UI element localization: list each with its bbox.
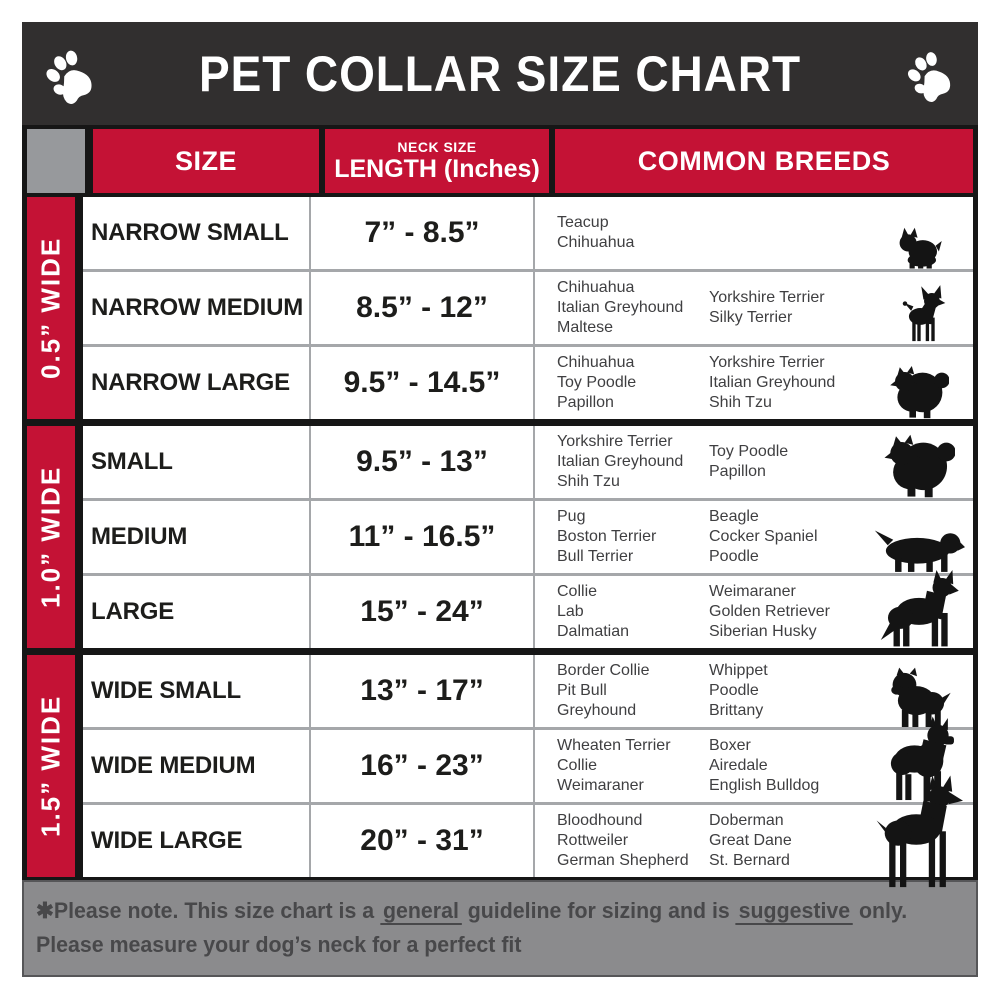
note-text: only.	[858, 898, 908, 923]
breeds-cell	[535, 347, 973, 419]
underlined-word: general	[380, 898, 462, 925]
breed: Wheaten Terrier	[557, 737, 671, 754]
paw-print-icon	[22, 43, 118, 105]
breeds-column-2	[709, 288, 871, 328]
breeds-cell	[535, 576, 973, 648]
breed-icon-slot	[871, 426, 967, 498]
breed: Collie	[557, 583, 598, 600]
neck-length-cell: 13” - 17”	[309, 655, 535, 727]
size-chart-poster	[22, 22, 978, 977]
breed: Teacup	[557, 214, 609, 231]
breed: Silky Terrier	[709, 309, 793, 326]
breed: Pit Bull	[557, 682, 607, 699]
doberman-icon	[873, 775, 963, 893]
breeds-column-1	[557, 661, 709, 721]
breed: Toy Poodle	[709, 443, 789, 460]
table-row	[83, 426, 973, 498]
breeds-column-1	[557, 353, 709, 413]
note-text: ✱Please note. This size chart is a	[36, 898, 375, 923]
breed: Greyhound	[557, 702, 637, 719]
footer-line-1	[36, 894, 948, 928]
width-label: 1.0” WIDE	[35, 465, 66, 609]
neck-length-cell: 15” - 24”	[309, 576, 535, 648]
pomeranian-icon	[889, 361, 949, 419]
breeds-cell	[535, 197, 973, 269]
breed: English Bulldog	[709, 777, 820, 794]
section-half-inch	[27, 197, 973, 419]
table-row	[83, 802, 973, 877]
breeds-column-1	[557, 278, 709, 338]
column-header-neck-length	[325, 129, 549, 193]
breed: Weimaraner	[557, 777, 644, 794]
size-cell: LARGE	[91, 598, 175, 625]
chihuahua-icon	[891, 285, 947, 344]
corner-spacer	[27, 129, 85, 193]
breed: Great Dane	[709, 832, 792, 849]
breeds-column-2	[709, 811, 871, 871]
breed: Chihuahua	[557, 234, 635, 251]
breed: Poodle	[709, 682, 759, 699]
breed: Shih Tzu	[557, 473, 620, 490]
section-one-half-inch	[27, 655, 973, 877]
breed: Rottweiler	[557, 832, 629, 849]
breed: Siberian Husky	[709, 623, 817, 640]
yorkshire-terrier-icon	[895, 224, 943, 269]
breed: Italian Greyhound	[709, 374, 836, 391]
breed: Beagle	[709, 508, 759, 525]
underlined-word: suggestive	[736, 898, 853, 925]
neck-length-cell: 9.5” - 13”	[309, 426, 535, 498]
neck-length-cell: 9.5” - 14.5”	[309, 347, 535, 419]
breed: German Shepherd	[557, 852, 689, 869]
breeds-column-2	[709, 507, 871, 567]
table-row	[83, 498, 973, 573]
footer-line-2: Please measure your dog’s neck for a perfect fit	[36, 932, 522, 957]
breed: Yorkshire Terrier	[709, 354, 825, 371]
footer-note	[22, 880, 978, 977]
breed: Golden Retriever	[709, 603, 830, 620]
breed: Italian Greyhound	[557, 453, 684, 470]
size-cell: NARROW LARGE	[91, 369, 290, 396]
width-label: 0.5” WIDE	[35, 236, 66, 380]
breed: Lab	[557, 603, 584, 620]
table-row	[83, 573, 973, 648]
size-cell: SMALL	[91, 448, 173, 475]
width-rail	[27, 426, 75, 648]
breed: Weimaraner	[709, 583, 796, 600]
breeds-cell	[535, 272, 973, 344]
size-table	[22, 125, 978, 880]
size-cell: NARROW SMALL	[91, 219, 289, 246]
neck-length-cell: 11” - 16.5”	[309, 501, 535, 573]
breed: Cocker Spaniel	[709, 528, 818, 545]
neck-length-cell: 7” - 8.5”	[309, 197, 535, 269]
breed-icon-slot	[871, 347, 967, 419]
breed: Papillon	[709, 463, 766, 480]
neck-length-cell: 16” - 23”	[309, 730, 535, 802]
breeds-column-2	[709, 442, 871, 482]
note-text: guideline for sizing and is	[467, 898, 730, 923]
breed: Airedale	[709, 757, 768, 774]
breed: Shih Tzu	[709, 394, 772, 411]
size-cell: NARROW MEDIUM	[91, 294, 304, 321]
breed: Papillon	[557, 394, 614, 411]
breeds-column-1	[557, 213, 709, 253]
table-row	[83, 655, 973, 727]
neck-size-label: NECK SIZE	[397, 139, 477, 155]
breed: Doberman	[709, 812, 784, 829]
breeds-cell	[535, 805, 973, 877]
breeds-column-2	[709, 661, 871, 721]
breeds-cell	[535, 426, 973, 498]
german-shepherd-icon	[879, 570, 959, 648]
breed: Yorkshire Terrier	[709, 289, 825, 306]
breeds-column-2	[709, 582, 871, 642]
breed: Brittany	[709, 702, 764, 719]
breed: Boxer	[709, 737, 751, 754]
breeds-column-1	[557, 582, 709, 642]
breeds-column-1	[557, 736, 709, 796]
breeds-column-1	[557, 507, 709, 567]
breed-icon-slot	[871, 272, 967, 344]
size-cell: WIDE SMALL	[91, 677, 241, 704]
neck-length-cell: 20” - 31”	[309, 805, 535, 877]
breeds-column-1	[557, 432, 709, 492]
breed: Italian Greyhound	[557, 299, 684, 316]
size-cell: MEDIUM	[91, 523, 188, 550]
page-title: PET COLLAR SIZE CHART	[199, 45, 801, 102]
breeds-column-2	[709, 353, 871, 413]
breed-icon-slot	[871, 576, 967, 648]
size-cell: WIDE LARGE	[91, 827, 243, 854]
breed: Poodle	[709, 548, 759, 565]
width-rail	[27, 197, 75, 419]
breed: Boston Terrier	[557, 528, 657, 545]
breed: Bloodhound	[557, 812, 643, 829]
table-row	[83, 344, 973, 419]
breed: St. Bernard	[709, 852, 790, 869]
breed: Collie	[557, 757, 598, 774]
table-row	[83, 197, 973, 269]
size-cell: WIDE MEDIUM	[91, 752, 256, 779]
breed: Toy Poodle	[557, 374, 637, 391]
breeds-column-2	[709, 736, 871, 796]
breed: Bull Terrier	[557, 548, 634, 565]
breed: Maltese	[557, 319, 614, 336]
column-header-size: SIZE	[93, 129, 319, 193]
pekingese-icon	[883, 429, 955, 498]
paw-print-icon	[882, 45, 978, 103]
breed: Dalmatian	[557, 623, 630, 640]
breed: Whippet	[709, 662, 768, 679]
title-bar	[22, 22, 978, 125]
breed: Border Collie	[557, 662, 650, 679]
breed-icon-slot	[871, 501, 967, 573]
width-rail	[27, 655, 75, 877]
table-row	[83, 269, 973, 344]
breed: Pug	[557, 508, 586, 525]
breed: Chihuahua	[557, 354, 635, 371]
breed-icon-slot	[871, 805, 967, 877]
table-row	[83, 727, 973, 802]
section-one-inch	[27, 426, 973, 648]
breeds-column-1	[557, 811, 709, 871]
beagle-icon	[873, 523, 965, 573]
breed: Yorkshire Terrier	[557, 433, 673, 450]
breed-icon-slot	[871, 197, 967, 269]
breeds-cell	[535, 501, 973, 573]
length-label: LENGTH (Inches)	[334, 155, 540, 183]
table-header-row	[27, 129, 973, 193]
breed: Chihuahua	[557, 279, 635, 296]
width-label: 1.5” WIDE	[35, 694, 66, 838]
column-header-breeds: COMMON BREEDS	[555, 129, 973, 193]
neck-length-cell: 8.5” - 12”	[309, 272, 535, 344]
